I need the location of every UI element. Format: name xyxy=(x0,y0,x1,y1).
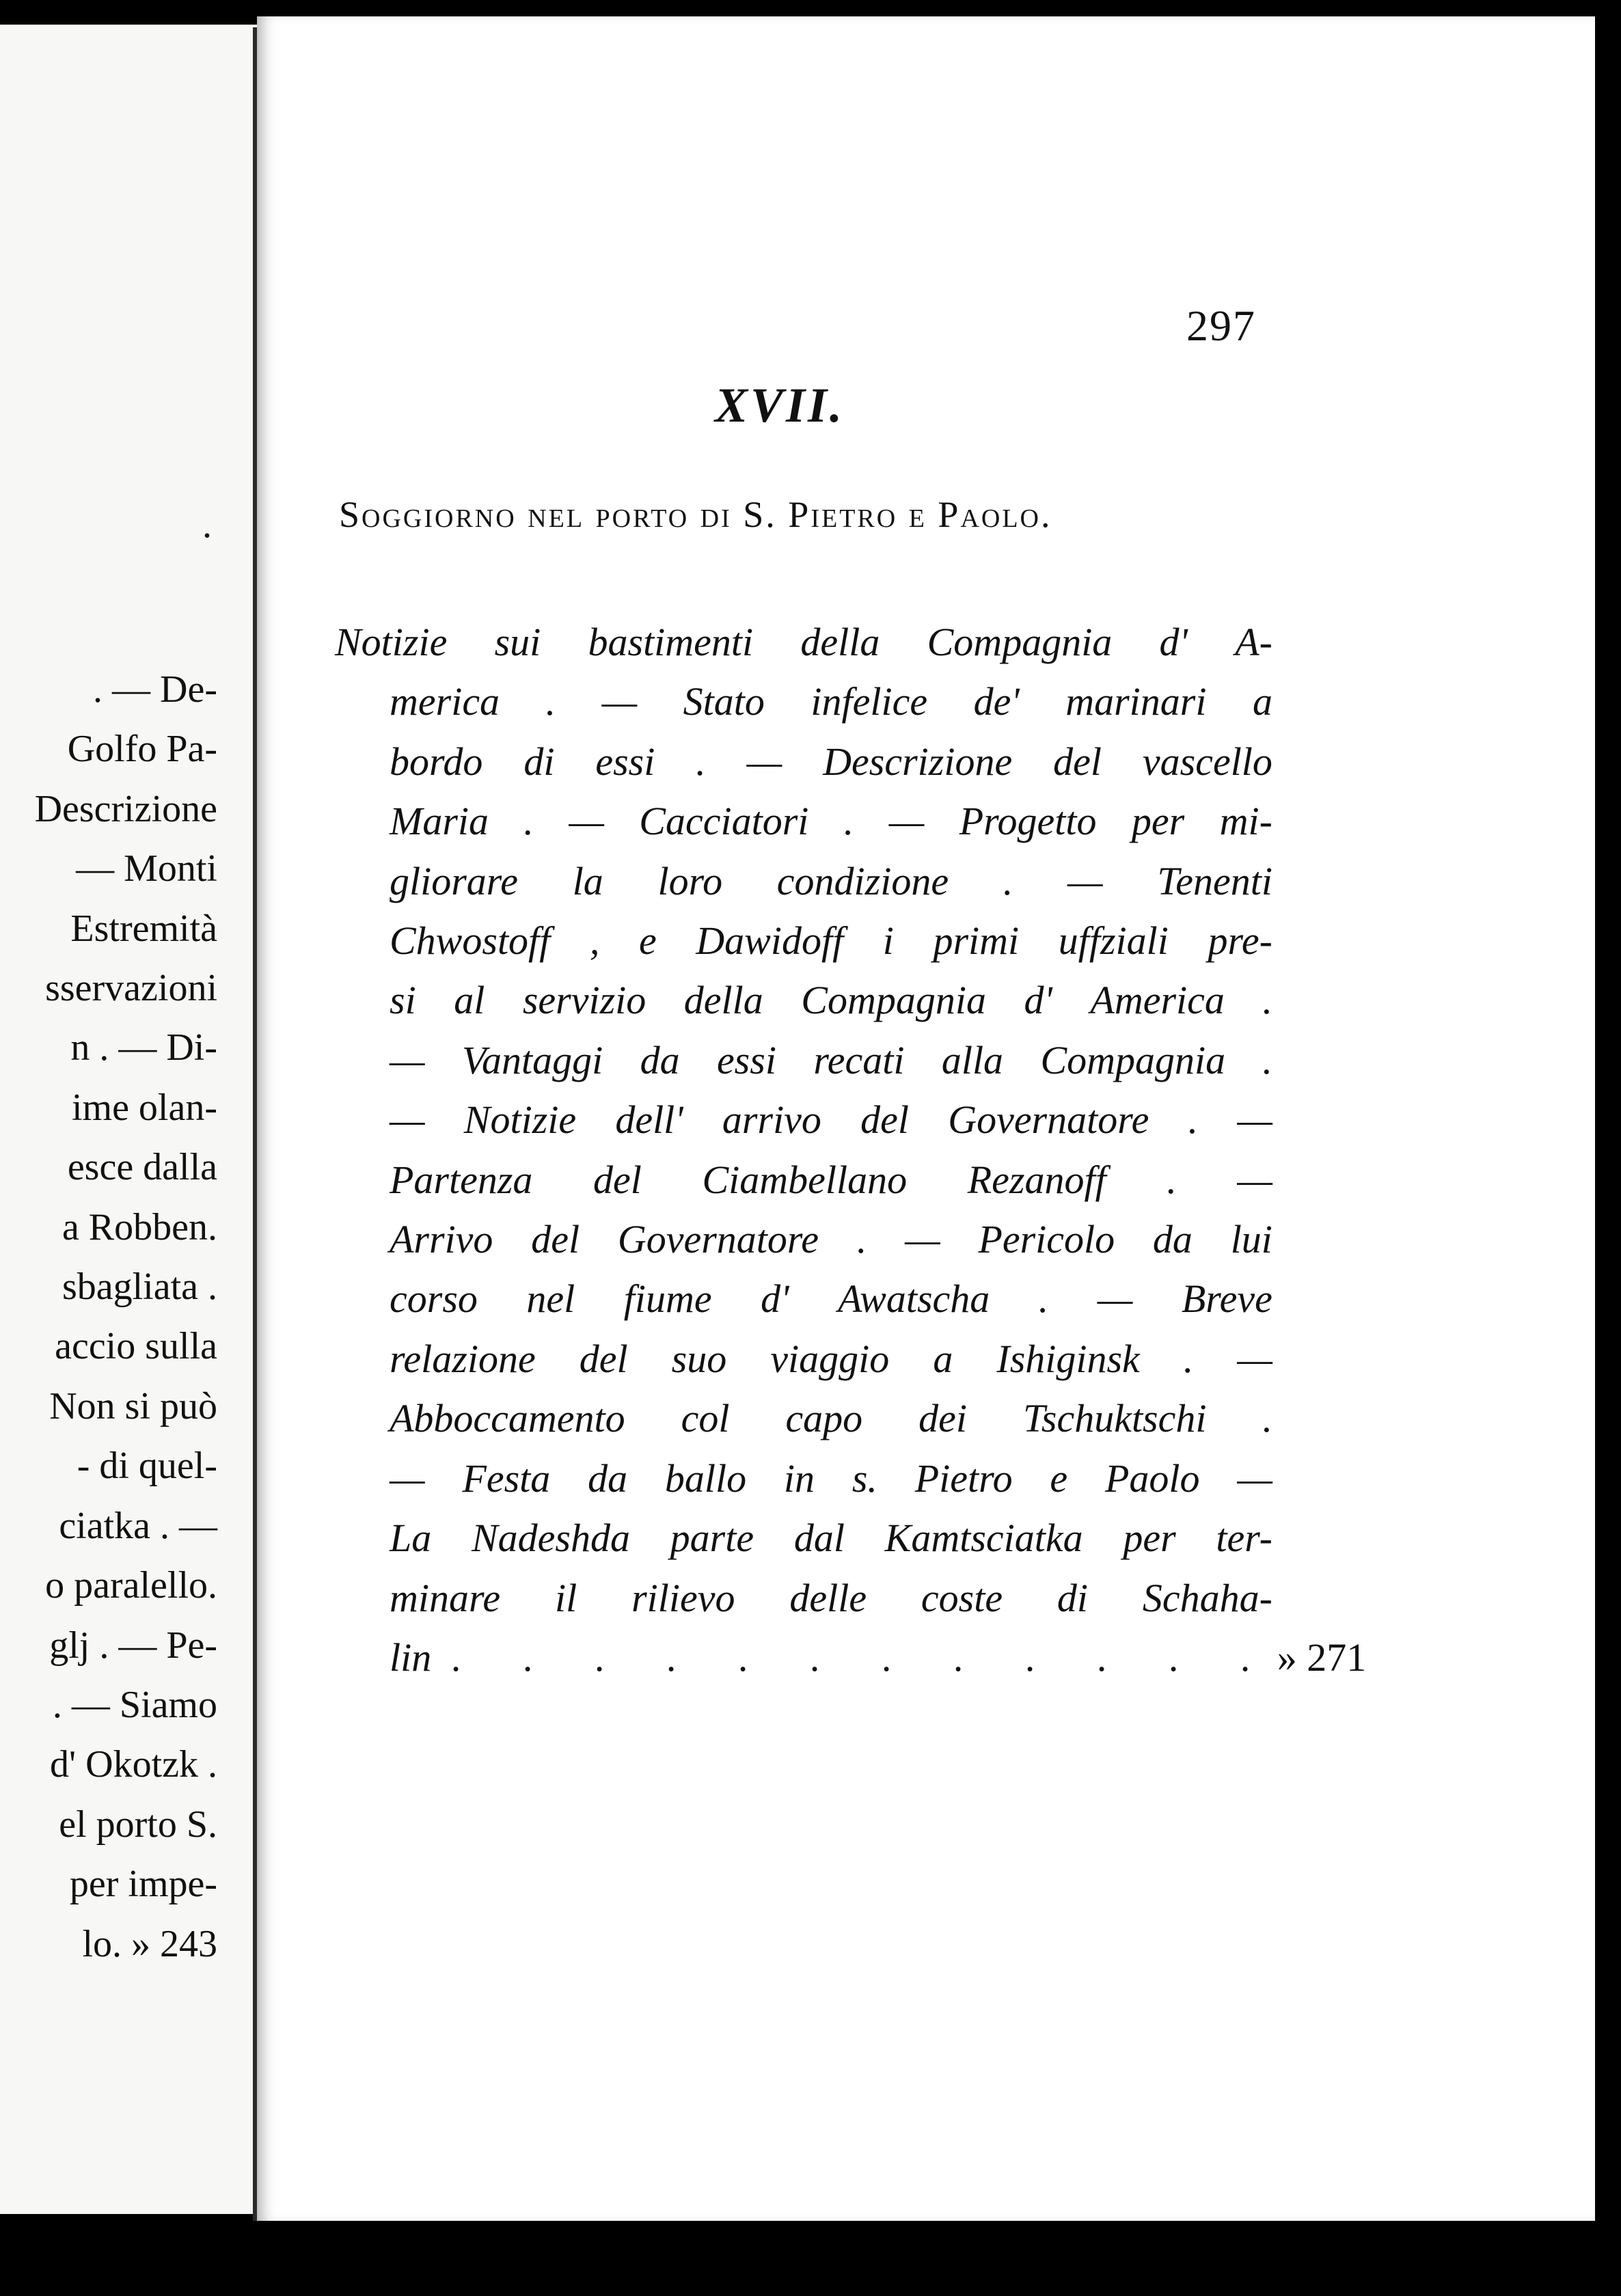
summary-last-line xyxy=(335,1628,1367,1687)
summary-word: — xyxy=(601,679,638,724)
summary-word: del xyxy=(860,1097,909,1143)
summary-word: del xyxy=(579,1336,628,1381)
summary-word: Notizie xyxy=(463,1097,577,1143)
summary-line xyxy=(335,791,1272,851)
summary-line xyxy=(335,1090,1272,1149)
summary-line xyxy=(335,1329,1272,1389)
summary-word: per xyxy=(1123,1516,1176,1561)
summary-word: della xyxy=(800,620,880,664)
summary-word: e xyxy=(638,918,657,964)
summary-word: bordo xyxy=(390,739,483,784)
summary-word: corso xyxy=(390,1276,478,1322)
summary-word: Descrizione xyxy=(823,739,1013,784)
summary-word: dell' xyxy=(615,1097,683,1143)
previous-page-line: d' Okotzk . xyxy=(50,1743,217,1786)
summary-word: . xyxy=(1262,1396,1272,1441)
summary-word: . xyxy=(523,799,534,844)
summary-word: . xyxy=(696,739,706,784)
summary-word: Kamtsciatka xyxy=(884,1516,1083,1561)
summary-word: di xyxy=(523,739,555,784)
summary-line xyxy=(335,1568,1272,1628)
previous-page-line: n . — Di- xyxy=(70,1026,217,1069)
summary-word: Compagnia xyxy=(1040,1037,1226,1082)
summary-word: . xyxy=(1183,1336,1194,1381)
summary-word: — xyxy=(390,1097,425,1143)
summary-word: il xyxy=(555,1575,577,1620)
summary-word: recati xyxy=(813,1037,905,1082)
summary-word: da xyxy=(588,1456,628,1501)
summary-word: pre- xyxy=(1208,918,1272,964)
previous-page-line: — Monti xyxy=(76,847,217,890)
summary-word: loro xyxy=(657,858,723,903)
previous-page-line: a Robben. xyxy=(62,1205,217,1248)
summary-last-word: lin xyxy=(390,1635,432,1680)
summary-word: merica xyxy=(390,679,500,724)
summary-word: Ciambellano xyxy=(702,1157,908,1202)
summary-word: — xyxy=(888,799,925,844)
previous-page-line: o paralello. xyxy=(45,1564,217,1607)
summary-word: da xyxy=(1152,1217,1193,1262)
previous-page-line: . — De- xyxy=(93,668,217,711)
summary-word: Breve xyxy=(1181,1276,1272,1322)
summary-word: lui xyxy=(1230,1217,1272,1262)
summary-word: nel xyxy=(526,1276,575,1322)
summary-word: a xyxy=(933,1336,953,1381)
summary-line xyxy=(335,970,1272,1030)
summary-word: — xyxy=(569,799,604,844)
page-reference: » 271 xyxy=(1277,1635,1367,1680)
summary-line xyxy=(335,1210,1272,1269)
summary-word: si xyxy=(390,978,416,1023)
summary-word: di xyxy=(1057,1575,1089,1620)
summary-word: . xyxy=(545,679,556,724)
previous-page-line: Descrizione xyxy=(34,787,217,830)
summary-word: Paolo xyxy=(1104,1456,1200,1501)
summary-line xyxy=(335,1150,1272,1210)
summary-word: America xyxy=(1090,978,1225,1023)
summary-line xyxy=(335,851,1272,911)
summary-word: marinari xyxy=(1065,679,1207,724)
summary-word: ter- xyxy=(1216,1516,1272,1561)
summary-word: s. xyxy=(852,1456,877,1501)
summary-word: fiume xyxy=(623,1276,712,1322)
previous-page-dot: . xyxy=(202,504,212,546)
summary-word: — xyxy=(1097,1276,1133,1322)
current-page xyxy=(257,16,1595,2221)
summary-line xyxy=(335,1449,1272,1508)
summary-word: relazione xyxy=(390,1336,536,1381)
summary-word: dal xyxy=(793,1516,845,1561)
summary-word: Vantaggi xyxy=(461,1037,603,1082)
summary-word: — xyxy=(1237,1336,1272,1381)
previous-page-line: lo. » 243 xyxy=(82,1922,217,1965)
summary-word: — xyxy=(1067,858,1103,903)
summary-word: . xyxy=(856,1217,867,1262)
summary-word: . xyxy=(1262,1037,1272,1082)
summary-word: Partenza xyxy=(390,1157,533,1202)
summary-word: infelice xyxy=(810,679,928,724)
summary-word: — xyxy=(1237,1456,1272,1501)
summary-word: la xyxy=(572,858,603,903)
summary-word: Awatscha xyxy=(837,1276,990,1322)
summary-word: d' xyxy=(761,1276,789,1322)
summary-word: ballo xyxy=(664,1456,747,1501)
summary-word: Cacciatori xyxy=(639,799,809,844)
summary-word: Pietro xyxy=(914,1456,1013,1501)
summary-word: Arrivo xyxy=(390,1217,493,1262)
summary-line xyxy=(335,672,1272,731)
summary-word: suo xyxy=(671,1336,727,1381)
summary-word: Compagnia xyxy=(801,978,986,1023)
previous-page-line: Golfo Pa- xyxy=(67,728,217,771)
summary-word: rilievo xyxy=(631,1575,735,1620)
summary-word: da xyxy=(640,1037,680,1082)
summary-word: Festa xyxy=(462,1456,551,1501)
summary-word: Governatore xyxy=(617,1217,819,1262)
summary-word: . xyxy=(1038,1276,1049,1322)
summary-word: per xyxy=(1131,799,1185,844)
summary-word: uffziali xyxy=(1058,918,1169,964)
previous-page-line: esce dalla xyxy=(67,1146,217,1189)
summary-word: viaggio xyxy=(770,1336,890,1381)
previous-page-line: sservazioni xyxy=(45,967,217,1010)
summary-word: — xyxy=(1237,1097,1272,1143)
summary-line xyxy=(335,1389,1272,1448)
summary-word: alla xyxy=(941,1037,1004,1082)
summary-word: del xyxy=(1053,739,1102,784)
summary-word: del xyxy=(593,1157,642,1202)
summary-word: Abboccamento xyxy=(390,1396,625,1441)
summary-word: al xyxy=(454,978,485,1023)
summary-word: Dawidoff xyxy=(696,918,844,964)
summary-line xyxy=(335,1508,1272,1568)
summary-word: La xyxy=(390,1516,432,1561)
summary-word: bastimenti xyxy=(588,620,754,664)
summary-word: , xyxy=(589,918,600,964)
previous-page-text xyxy=(35,660,217,1974)
summary-word: Pericolo xyxy=(978,1217,1115,1262)
summary-word: delle xyxy=(789,1575,867,1620)
summary-line xyxy=(335,612,1272,672)
summary-word: Chwostoff xyxy=(390,918,551,964)
summary-word: i xyxy=(882,918,894,964)
summary-word: Compagnia xyxy=(927,620,1113,664)
summary-word: Schaha- xyxy=(1142,1575,1272,1620)
summary-word: della xyxy=(683,978,763,1023)
summary-word: A- xyxy=(1235,620,1272,664)
chapter-title: Soggiorno nel porto di S. Pietro e Paolo. xyxy=(339,494,1052,535)
summary-word: Rezanoff xyxy=(967,1157,1106,1202)
summary-word: de' xyxy=(973,679,1020,724)
summary-word: condizione xyxy=(776,858,949,903)
summary-word: Nadeshda xyxy=(471,1516,630,1561)
summary-word: primi xyxy=(933,918,1020,964)
summary-word: Ishiginsk xyxy=(996,1336,1140,1381)
summary-word: Notizie xyxy=(335,620,448,664)
summary-word: Maria xyxy=(390,799,489,844)
summary-word: — xyxy=(746,739,782,784)
summary-word: — xyxy=(905,1217,940,1262)
summary-word: Tenenti xyxy=(1157,858,1272,903)
previous-page-line: Estremità xyxy=(70,907,217,950)
summary-word: in xyxy=(783,1456,815,1501)
summary-word: a xyxy=(1252,679,1272,724)
summary-word: col xyxy=(681,1396,730,1441)
summary-line xyxy=(335,1269,1272,1328)
summary-line xyxy=(335,1030,1272,1090)
previous-page-line: per impe- xyxy=(69,1863,217,1906)
summary-word: Tschuktschi xyxy=(1022,1396,1207,1441)
summary-word: . xyxy=(1262,978,1272,1023)
previous-page-line: ciatka . — xyxy=(59,1504,217,1547)
summary-word: d' xyxy=(1159,620,1188,664)
summary-word: dei xyxy=(918,1396,967,1441)
summary-word: . xyxy=(1188,1097,1199,1143)
summary-word: — xyxy=(390,1456,425,1501)
summary-word: — xyxy=(390,1037,425,1082)
previous-page-line: sbagliata . xyxy=(62,1266,217,1309)
summary-word: sui xyxy=(494,620,541,664)
summary-word: . xyxy=(843,799,854,844)
page-number: 297 xyxy=(1186,301,1256,350)
summary-word: del xyxy=(531,1217,580,1262)
summary-word: Governatore xyxy=(948,1097,1149,1143)
summary-word: capo xyxy=(785,1396,863,1441)
summary-word: parte xyxy=(670,1516,754,1561)
summary-word: Progetto xyxy=(959,799,1097,844)
summary-word: e xyxy=(1050,1456,1068,1501)
previous-page xyxy=(0,25,292,2214)
summary-word: . xyxy=(1167,1157,1177,1202)
summary-word: mi- xyxy=(1219,799,1272,844)
previous-page-line: Non si può xyxy=(49,1384,217,1427)
summary-line xyxy=(335,732,1272,791)
summary-word: gliorare xyxy=(390,858,518,903)
previous-page-line: . — Siamo xyxy=(52,1683,217,1726)
previous-page-line: ime olan- xyxy=(71,1086,217,1129)
chapter-summary xyxy=(335,612,1367,1687)
summary-word: — xyxy=(1237,1157,1272,1202)
previous-page-line: el porto S. xyxy=(59,1803,217,1846)
previous-page-line: accio sulla xyxy=(55,1325,217,1368)
summary-word: essi xyxy=(716,1037,776,1082)
summary-word: . xyxy=(1003,858,1013,903)
summary-word: minare xyxy=(390,1575,501,1620)
summary-word: d' xyxy=(1024,978,1052,1023)
summary-word: essi xyxy=(595,739,655,784)
leader-dots: . . . . . . . . . . . . xyxy=(452,1635,1277,1680)
chapter-number: XVII. xyxy=(714,378,845,433)
previous-page-line: - di quel- xyxy=(77,1445,217,1488)
summary-line xyxy=(335,911,1272,970)
previous-page-line: glj . — Pe- xyxy=(49,1624,217,1667)
summary-word: vascello xyxy=(1142,739,1272,784)
summary-word: Stato xyxy=(683,679,765,724)
summary-word: servizio xyxy=(522,978,646,1023)
summary-word: arrivo xyxy=(722,1097,821,1143)
summary-word: coste xyxy=(921,1575,1003,1620)
